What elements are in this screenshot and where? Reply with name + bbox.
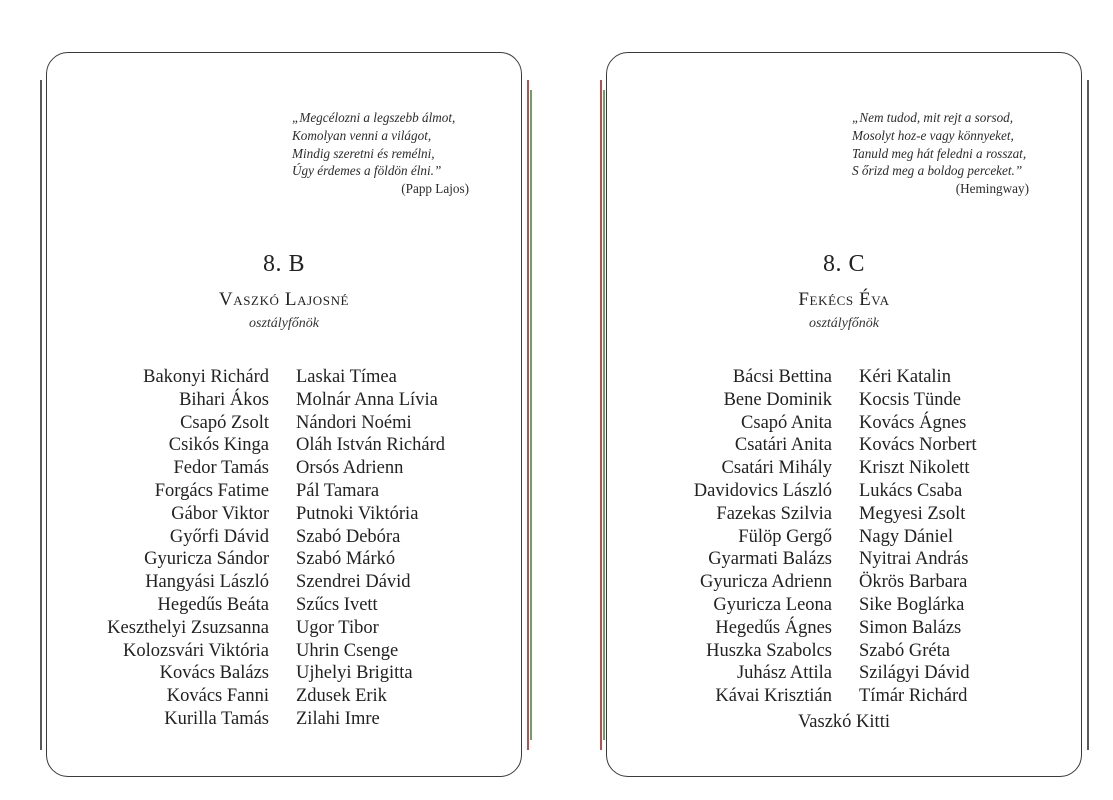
student-name: Forgács Fatime <box>154 480 269 501</box>
student-name: Orsós Adrienn <box>296 458 404 479</box>
student-list-right <box>296 366 445 731</box>
student-name: Kéri Katalin <box>859 367 951 387</box>
student-name: Bihari Ákos <box>179 389 269 410</box>
student-name: Zilahi Imre <box>296 708 380 729</box>
class-title: 8. C <box>822 251 865 277</box>
student-name: Uhrin Csenge <box>296 640 399 661</box>
student-name: Szilágyi Dávid <box>859 663 970 684</box>
student-extra: Vaszkó Kitti <box>798 712 890 732</box>
student-name: Ökrös Barbara <box>859 572 968 593</box>
student-name: Laskai Tímea <box>296 367 397 387</box>
student-name: Juhász Attila <box>736 663 832 684</box>
quote-line: Mosolyt hoz-e vagy könnyeket, <box>852 127 1014 143</box>
student-name: Nagy Dániel <box>859 526 954 547</box>
motto-quote <box>292 109 522 198</box>
student-name: Szűcs Ivett <box>296 594 378 615</box>
student-name: Csatári Anita <box>734 435 832 456</box>
student-list-left <box>694 366 832 708</box>
student-name: Huszka Szabolcs <box>706 640 832 661</box>
class-page-8c <box>606 52 1082 777</box>
quote-author: (Papp Lajos) <box>401 181 469 197</box>
student-name: Kovács Balázs <box>159 663 269 684</box>
student-name: Szendrei Dávid <box>296 572 411 593</box>
student-name: Gábor Viktor <box>171 503 269 524</box>
student-name: Pál Tamara <box>296 480 380 501</box>
student-name: Fülöp Gergő <box>738 526 832 547</box>
class-teacher-role: osztályfőnök <box>809 316 879 331</box>
student-name: Sike Boglárka <box>859 594 965 615</box>
student-name: Győrfi Dávid <box>169 526 269 547</box>
left-page-accent-edge-right <box>527 80 529 750</box>
quote-line: Mindig szeretni és remélni, <box>292 145 435 161</box>
student-name: Kriszt Nikolett <box>859 458 970 479</box>
student-name: Simon Balázs <box>859 617 962 638</box>
right-page-accent-edge-left-2 <box>603 90 605 740</box>
student-name: Keszthelyi Zsuzsanna <box>107 617 269 638</box>
student-name: Gyuricza Adrienn <box>699 572 832 593</box>
right-page-accent-edge-left <box>600 80 602 750</box>
student-name: Nándori Noémi <box>296 412 412 433</box>
student-name: Molnár Anna Lívia <box>296 389 438 410</box>
quote-line: S őrizd meg a boldog perceket.” <box>852 163 1023 179</box>
quote-line: Úgy érdemes a földön élni.” <box>292 163 442 179</box>
class-teacher-name: Fekécs Éva <box>798 289 890 310</box>
quote-line: Tanuld meg hát feledni a rosszat, <box>852 145 1027 161</box>
class-title: 8. B <box>262 251 305 277</box>
student-name: Csapó Zsolt <box>180 412 269 433</box>
student-name: Fedor Tamás <box>173 458 269 479</box>
student-name: Kovács Norbert <box>859 435 977 456</box>
class-teacher-name: Vaszkó Lajosné <box>218 289 350 310</box>
student-name: Nyitrai András <box>859 549 969 570</box>
student-name: Hegedűs Beáta <box>157 594 269 615</box>
student-name: Bácsi Bettina <box>732 367 832 387</box>
student-name: Zdusek Erik <box>296 686 387 707</box>
student-name: Gyuricza Leona <box>713 594 832 615</box>
student-list-right <box>859 366 977 708</box>
student-name: Bakonyi Richárd <box>143 367 269 387</box>
student-name: Ugor Tibor <box>296 617 379 638</box>
student-name: Kávai Krisztián <box>715 686 832 707</box>
quote-line: „Nem tudod, mit rejt a sorsod, <box>852 110 1014 125</box>
quote-author: (Hemingway) <box>955 181 1029 197</box>
student-name: Kurilla Tamás <box>164 708 269 729</box>
student-name: Megyesi Zsolt <box>859 503 966 524</box>
student-name: Hegedűs Ágnes <box>715 617 832 638</box>
student-name: Kovács Ágnes <box>859 412 967 433</box>
student-name: Szabó Debóra <box>296 526 401 547</box>
student-name: Oláh István Richárd <box>296 435 445 456</box>
quote-line: „Megcélozni a legszebb álmot, <box>292 110 456 125</box>
quote-line: Komolyan venni a világot, <box>292 127 432 143</box>
motto-quote <box>852 109 1082 198</box>
student-name: Gyarmati Balázs <box>708 549 832 570</box>
student-name: Csatári Mihály <box>721 458 832 479</box>
class-page-8b <box>46 52 522 777</box>
student-name: Hangyási László <box>145 572 269 593</box>
student-name: Bene Dominik <box>723 389 832 410</box>
student-name: Csapó Anita <box>741 412 832 433</box>
left-page-accent-edge-right-2 <box>530 90 532 740</box>
class-teacher-role: osztályfőnök <box>249 316 319 331</box>
student-name: Kovács Fanni <box>166 686 269 707</box>
student-name: Gyuricza Sándor <box>144 549 269 570</box>
student-name: Ujhelyi Brigitta <box>296 663 413 684</box>
student-list-left <box>107 366 269 731</box>
student-name: Csikós Kinga <box>168 435 269 456</box>
student-name: Davidovics László <box>693 480 832 501</box>
student-name: Kolozsvári Viktória <box>122 640 269 661</box>
left-page-outer-edge-left <box>40 80 42 750</box>
student-name: Szabó Márkó <box>296 549 396 570</box>
student-name: Kocsis Tünde <box>859 389 961 410</box>
student-name: Fazekas Szilvia <box>716 503 832 524</box>
student-name: Szabó Gréta <box>859 640 950 661</box>
student-name: Lukács Csaba <box>859 480 963 501</box>
student-name: Putnoki Viktória <box>296 503 419 524</box>
student-name: Tímár Richárd <box>859 686 968 707</box>
right-page-outer-edge-right <box>1087 80 1089 750</box>
